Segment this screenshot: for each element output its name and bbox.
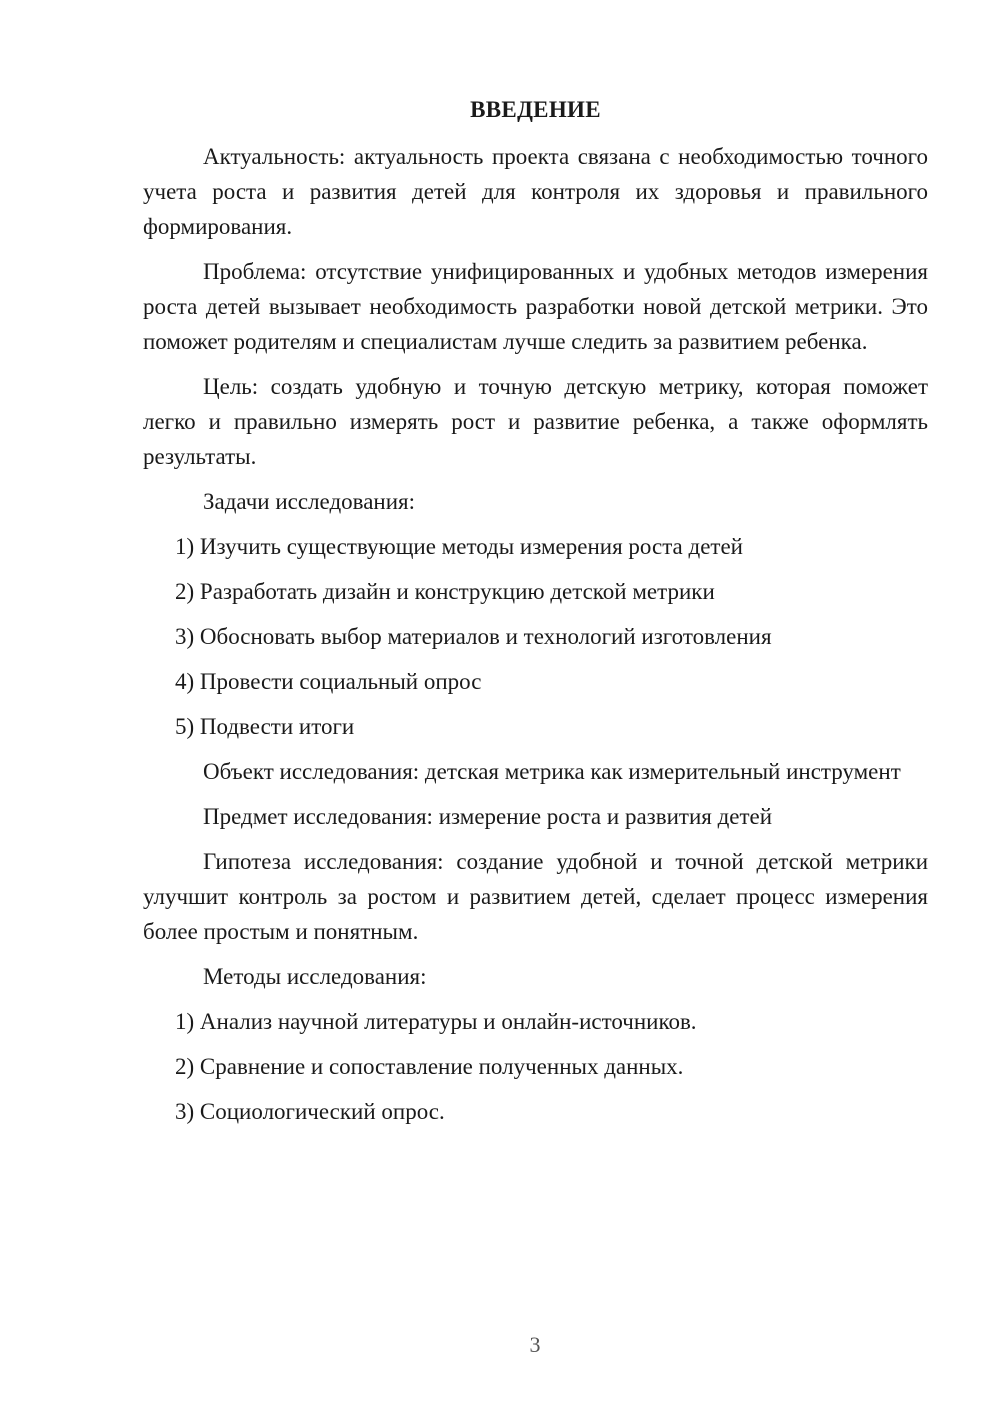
method-item: 2) Сравнение и сопоставление полученных данных. [175, 1054, 684, 1079]
task-item: 5) Подвести итоги [175, 714, 355, 739]
page-number: 3 [529, 1332, 541, 1357]
task-item: 1) Изучить существующие методы измерения роста детей [175, 534, 743, 559]
methods-heading: Методы исследования: [203, 964, 427, 989]
relevance-paragraph: Актуальность: актуальность проекта связана с необходимостью точного учета роста и развития детей для контроля их здоровья и правильного формирования. [143, 144, 928, 239]
subject-paragraph: Предмет исследования: измерение роста и развития детей [203, 804, 773, 829]
document-body [143, 95, 928, 1139]
goal-paragraph: Цель: создать удобную и точную детскую метрику, которая поможет легко и правильно измерять рост и развитие ребенка, а также оформлять результаты. [143, 374, 928, 469]
tasks-heading: Задачи исследования: [203, 489, 416, 514]
section-title: ВВЕДЕНИЕ [470, 97, 601, 122]
method-item: 3) Социологический опрос. [175, 1099, 445, 1124]
task-item: 4) Провести социальный опрос [175, 669, 482, 694]
object-paragraph: Объект исследования: детская метрика как измерительный инструмент [203, 759, 901, 784]
task-item: 3) Обосновать выбор материалов и технологий изготовления [175, 624, 772, 649]
method-item: 1) Анализ научной литературы и онлайн-источников. [175, 1009, 697, 1034]
problem-paragraph: Проблема: отсутствие унифицированных и удобных методов измерения роста детей вызывает необходимость разработки новой детской метрики. Это поможет родителям и специалистам лучше следить за развитием ребенка. [143, 259, 928, 354]
hypothesis-paragraph: Гипотеза исследования: создание удобной и точной детской метрики улучшит контроль за ростом и развитием детей, сделает процесс измерения более простым и понятным. [143, 849, 928, 944]
task-item: 2) Разработать дизайн и конструкцию детской метрики [175, 579, 715, 604]
